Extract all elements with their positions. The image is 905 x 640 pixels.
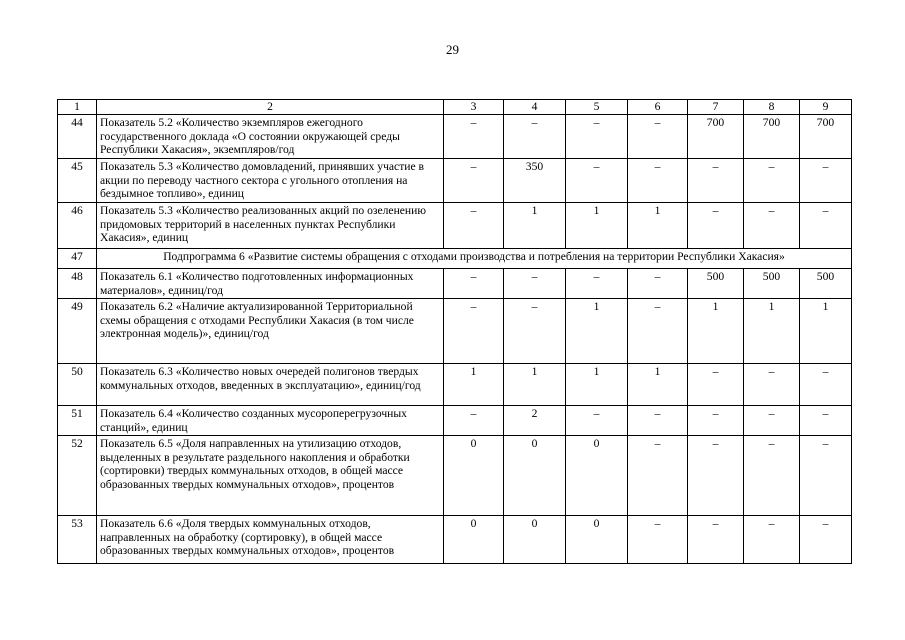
indicator-value: – xyxy=(444,159,504,203)
row-number: 50 xyxy=(58,364,97,406)
table-row xyxy=(58,269,852,299)
indicator-value: 0 xyxy=(566,516,628,564)
indicator-value: – xyxy=(628,269,688,299)
page-number: 29 xyxy=(446,42,459,57)
column-header: 9 xyxy=(800,100,852,115)
row-number: 53 xyxy=(58,516,97,564)
indicator-value: 1 xyxy=(800,299,852,364)
table-row xyxy=(58,159,852,203)
row-number: 48 xyxy=(58,269,97,299)
indicator-description: Показатель 6.3 «Количество новых очередей полигонов твердых коммунальных отходов, введенных в эксплуатацию», единиц/год xyxy=(97,364,444,406)
indicator-value: – xyxy=(688,159,744,203)
column-header: 8 xyxy=(744,100,800,115)
indicator-value: – xyxy=(566,159,628,203)
indicator-value: – xyxy=(444,406,504,436)
indicator-value: 500 xyxy=(688,269,744,299)
column-header: 5 xyxy=(566,100,628,115)
indicator-value: – xyxy=(504,299,566,364)
indicator-value: 1 xyxy=(744,299,800,364)
indicator-description: Показатель 5.2 «Количество экземпляров ежегодного государственного доклада «О состоянии окружающей среды Республики Хакасия», экземпляров/год xyxy=(97,115,444,159)
row-number: 51 xyxy=(58,406,97,436)
indicator-value: – xyxy=(566,269,628,299)
indicator-value: 700 xyxy=(688,115,744,159)
indicator-value: – xyxy=(744,516,800,564)
indicator-value: – xyxy=(444,299,504,364)
indicator-value: – xyxy=(744,203,800,249)
row-number: 52 xyxy=(58,436,97,516)
indicator-value: – xyxy=(628,299,688,364)
indicator-description: Показатель 6.4 «Количество созданных мусороперегрузочных станций», единиц xyxy=(97,406,444,436)
indicator-value: 700 xyxy=(744,115,800,159)
indicator-value: 350 xyxy=(504,159,566,203)
indicator-value: 0 xyxy=(566,436,628,516)
indicator-value: – xyxy=(744,159,800,203)
indicator-value: – xyxy=(628,516,688,564)
column-header-row xyxy=(58,100,852,115)
indicator-value: 1 xyxy=(566,203,628,249)
indicator-value: – xyxy=(504,115,566,159)
indicator-value: – xyxy=(504,269,566,299)
indicator-value: – xyxy=(688,364,744,406)
indicator-value: 0 xyxy=(504,516,566,564)
row-number: 45 xyxy=(58,159,97,203)
table-row xyxy=(58,436,852,516)
table-row xyxy=(58,516,852,564)
indicator-value: – xyxy=(628,436,688,516)
column-header: 2 xyxy=(97,100,444,115)
indicator-description: Показатель 6.1 «Количество подготовленных информационных материалов», единиц/год xyxy=(97,269,444,299)
indicator-value: – xyxy=(800,406,852,436)
indicator-description: Показатель 6.2 «Наличие актуализированной Территориальной схемы обращения с отходами Республики Хакасия (в том числе электронная модель)», единиц/год xyxy=(97,299,444,364)
indicator-value: – xyxy=(566,406,628,436)
indicator-value: 1 xyxy=(628,203,688,249)
column-header: 4 xyxy=(504,100,566,115)
row-number: 47 xyxy=(58,249,97,269)
indicator-value: – xyxy=(688,406,744,436)
indicator-value: – xyxy=(800,436,852,516)
indicator-value: 0 xyxy=(444,436,504,516)
column-header: 6 xyxy=(628,100,688,115)
indicator-value: – xyxy=(444,203,504,249)
indicator-value: – xyxy=(444,115,504,159)
indicator-value: – xyxy=(800,159,852,203)
section-row xyxy=(58,249,852,269)
column-header: 7 xyxy=(688,100,744,115)
indicator-value: 0 xyxy=(504,436,566,516)
indicator-value: – xyxy=(628,406,688,436)
table-row xyxy=(58,364,852,406)
indicator-value: 1 xyxy=(566,364,628,406)
table-row xyxy=(58,299,852,364)
indicator-value: – xyxy=(628,159,688,203)
indicator-value: – xyxy=(688,436,744,516)
indicator-value: – xyxy=(628,115,688,159)
indicator-value: – xyxy=(800,203,852,249)
row-number: 44 xyxy=(58,115,97,159)
table-row xyxy=(58,203,852,249)
column-header: 3 xyxy=(444,100,504,115)
indicator-value: – xyxy=(744,436,800,516)
indicator-value: 1 xyxy=(628,364,688,406)
section-title: Подпрограмма 6 «Развитие системы обращения с отходами производства и потребления на территории Республики Хакасия» xyxy=(97,249,852,269)
indicator-value: 2 xyxy=(504,406,566,436)
indicator-value: – xyxy=(444,269,504,299)
indicator-value: 1 xyxy=(688,299,744,364)
indicator-description: Показатель 5.3 «Количество реализованных акций по озеленению придомовых территорий в населенных пунктах Республики Хакасия», единиц xyxy=(97,203,444,249)
indicator-description: Показатель 6.5 «Доля направленных на утилизацию отходов, выделенных в результате раздельного накопления и обработки (сортировки) твердых коммунальных отходов, в общей массе образованных твердых коммунальных отходов», процентов xyxy=(97,436,444,516)
indicator-value: – xyxy=(800,516,852,564)
indicator-value: 1 xyxy=(504,364,566,406)
column-header: 1 xyxy=(58,100,97,115)
indicator-description: Показатель 6.6 «Доля твердых коммунальных отходов, направленных на обработку (сортировку), в общей массе образованных твердых коммунальных отходов», процентов xyxy=(97,516,444,564)
table-body xyxy=(58,115,852,564)
row-number: 49 xyxy=(58,299,97,364)
indicator-value: – xyxy=(744,406,800,436)
indicator-value: 0 xyxy=(444,516,504,564)
indicator-value: – xyxy=(688,203,744,249)
indicator-value: – xyxy=(744,364,800,406)
indicator-description: Показатель 5.3 «Количество домовладений, принявших участие в акции по переводу частного сектора с угольного отопления на бездымное топливо», единиц xyxy=(97,159,444,203)
indicators-table xyxy=(57,99,852,564)
indicator-value: 500 xyxy=(744,269,800,299)
indicator-value: 1 xyxy=(444,364,504,406)
table-row xyxy=(58,115,852,159)
indicator-value: 700 xyxy=(800,115,852,159)
indicator-value: 1 xyxy=(504,203,566,249)
indicator-value: – xyxy=(688,516,744,564)
indicator-value: – xyxy=(566,115,628,159)
indicator-value: – xyxy=(800,364,852,406)
indicator-value: 1 xyxy=(566,299,628,364)
table-row xyxy=(58,406,852,436)
indicator-value: 500 xyxy=(800,269,852,299)
row-number: 46 xyxy=(58,203,97,249)
